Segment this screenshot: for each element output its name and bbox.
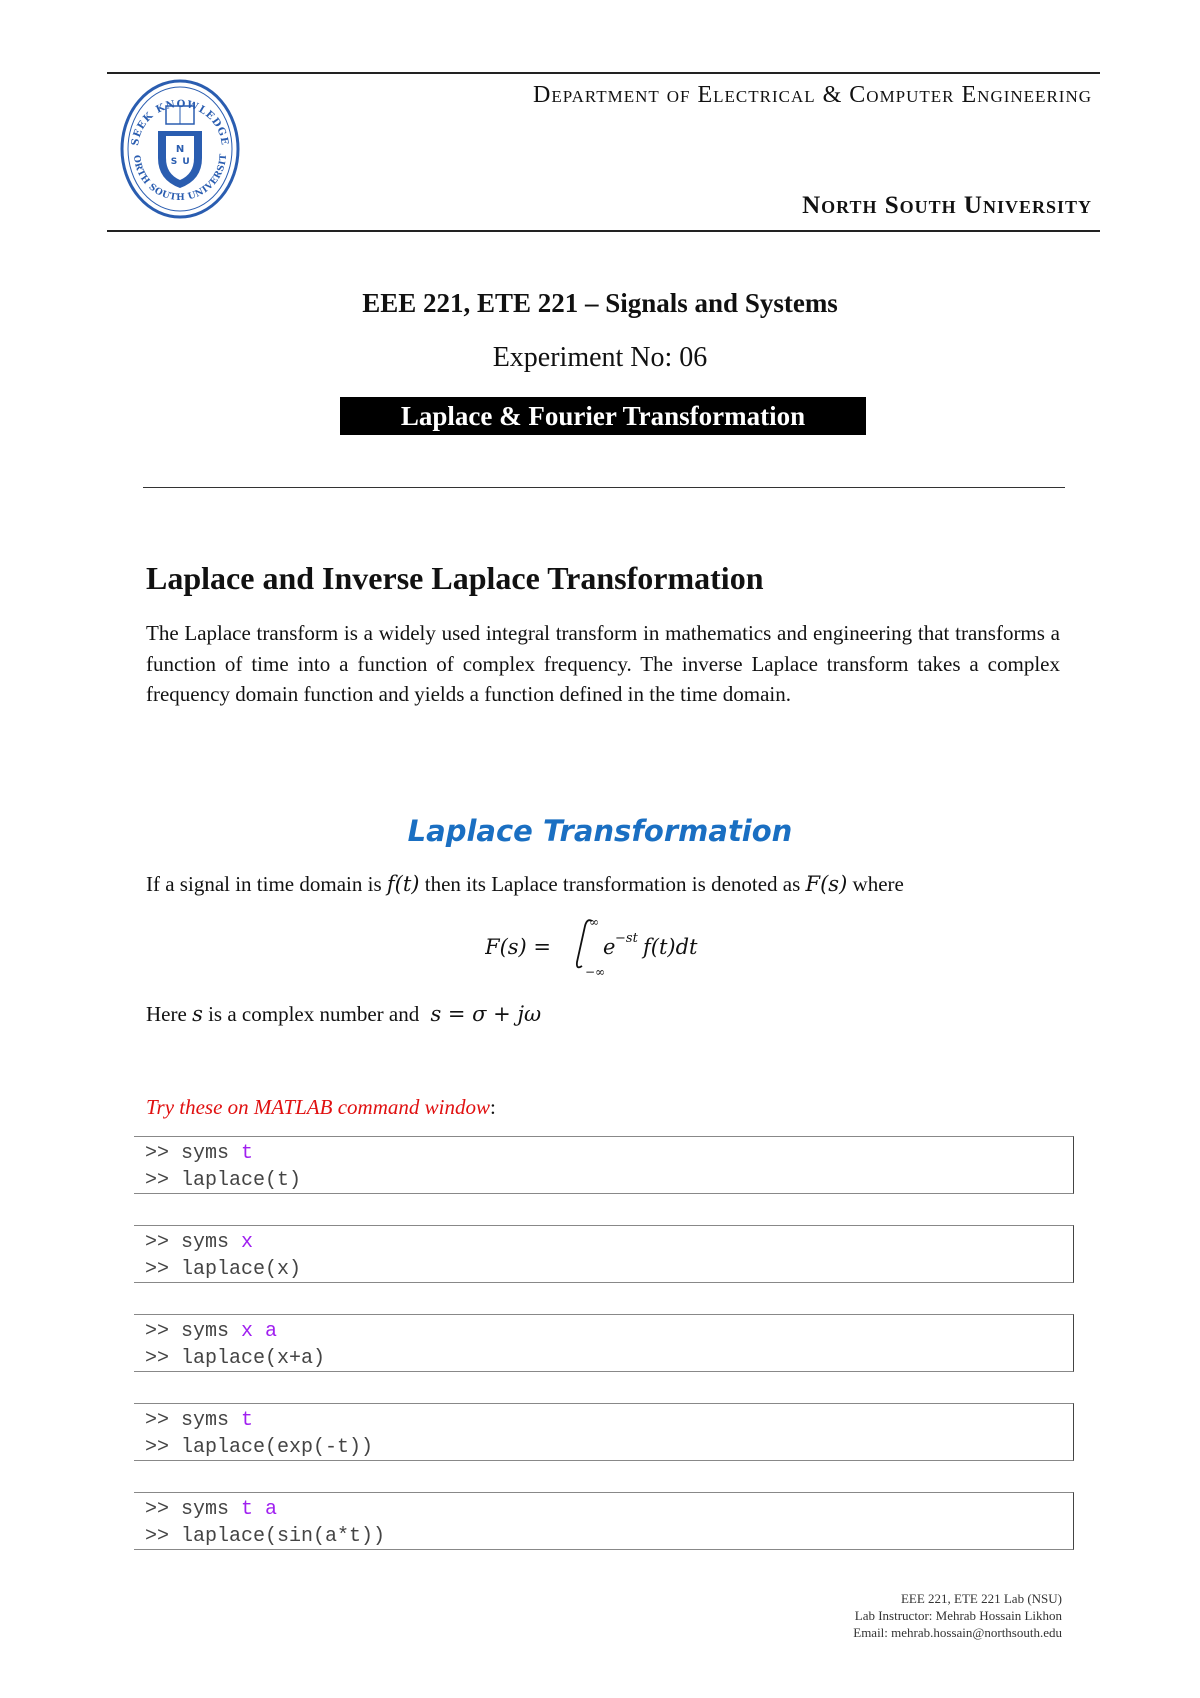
footer-course: EEE 221, ETE 221 Lab (NSU)	[900, 1591, 1062, 1606]
math-ft: f(t)	[386, 872, 420, 896]
complex-number-sentence	[146, 1002, 541, 1027]
eq-rest: f(t)dt	[643, 935, 698, 959]
code-cmd: >> syms	[145, 1498, 242, 1521]
section-paragraph: The Laplace transform is a widely used integral transform in mathematics and engineering that transforms a function of time into a function of complex frequency. The inverse Laplace transform takes a complex frequency domain function and yields a function defined in the time domain.	[146, 621, 1060, 706]
code-line-syms	[145, 1496, 1073, 1523]
math-Fs: F(s)	[805, 872, 848, 896]
logo-ring-text: ORTH SOUTH UNIVERSIT	[130, 153, 230, 204]
code-cmd: >> syms	[145, 1409, 242, 1432]
university-name: North South University	[802, 192, 1092, 219]
code-block-5	[134, 1492, 1074, 1550]
section-heading: Laplace and Inverse Laplace Transformation	[146, 560, 764, 596]
definition-text-c: where	[847, 872, 904, 896]
eq-lower-limit: −∞	[585, 965, 606, 979]
title-divider	[143, 487, 1065, 488]
eq-lhs: F(s) =	[485, 935, 552, 959]
code-block-3	[134, 1314, 1074, 1372]
department-name: Department of Electrical & Computer Engineering	[532, 82, 1092, 108]
code-block-4	[134, 1403, 1074, 1461]
code-line-laplace: >> laplace(x)	[145, 1258, 302, 1281]
header-bottom-rule	[107, 230, 1100, 232]
matlab-instruction	[146, 1095, 496, 1120]
complex-text-a: Here	[146, 1002, 193, 1026]
definition-sentence	[146, 872, 904, 897]
code-line-syms	[145, 1318, 1073, 1345]
eq-exponent: −st	[615, 931, 638, 946]
course-title: EEE 221, ETE 221 – Signals and Systems	[362, 288, 838, 318]
logo-letter-n: N	[175, 144, 185, 155]
code-vars: t	[241, 1409, 254, 1432]
definition-text-a: If a signal in time domain is	[146, 872, 387, 896]
definition-text-b: then its Laplace transformation is denoted as	[419, 872, 806, 896]
eq-exp-base: e	[603, 935, 616, 959]
code-line-laplace: >> laplace(sin(a*t))	[145, 1525, 386, 1548]
code-cmd: >> syms	[145, 1231, 242, 1254]
header-top-rule	[107, 72, 1100, 74]
laplace-equation	[485, 912, 745, 980]
code-block-1	[134, 1136, 1074, 1194]
matlab-instruction-colon: :	[489, 1095, 496, 1119]
experiment-banner: Laplace & Fourier Transformation	[340, 397, 866, 435]
code-cmd: >> syms	[145, 1320, 242, 1343]
math-s-def: s = σ + jω	[430, 1002, 542, 1026]
code-block-2	[134, 1225, 1074, 1283]
code-vars: t	[241, 1142, 254, 1165]
math-s: s	[192, 1002, 203, 1026]
code-line-laplace: >> laplace(exp(-t))	[145, 1436, 374, 1459]
code-line-syms	[145, 1407, 1073, 1434]
footer-email: Email: mehrab.hossain@northsouth.edu	[853, 1625, 1062, 1640]
code-vars: x	[241, 1231, 254, 1254]
code-line-laplace: >> laplace(x+a)	[145, 1347, 326, 1370]
experiment-number: Experiment No: 06	[492, 342, 708, 373]
university-logo	[118, 76, 242, 222]
code-line-syms	[145, 1140, 1073, 1167]
logo-letter-u: U	[182, 157, 190, 167]
code-vars: t a	[241, 1498, 278, 1521]
footer-instructor: Lab Instructor: Mehrab Hossain Likhon	[854, 1608, 1062, 1623]
complex-text-b: is a complex number and	[202, 1002, 425, 1026]
code-line-syms	[145, 1229, 1073, 1256]
code-cmd: >> syms	[145, 1142, 242, 1165]
logo-arc-text: SEEK KNOWLEDGE	[130, 98, 231, 147]
page-footer	[853, 1590, 1062, 1641]
code-line-laplace: >> laplace(t)	[145, 1169, 302, 1192]
matlab-instruction-red: Try these on MATLAB command window	[146, 1095, 490, 1119]
code-vars: x a	[241, 1320, 278, 1343]
subsection-heading: Laplace Transformation	[407, 814, 793, 848]
eq-upper-limit: ∞	[589, 915, 599, 929]
logo-letter-s: S	[170, 157, 178, 167]
